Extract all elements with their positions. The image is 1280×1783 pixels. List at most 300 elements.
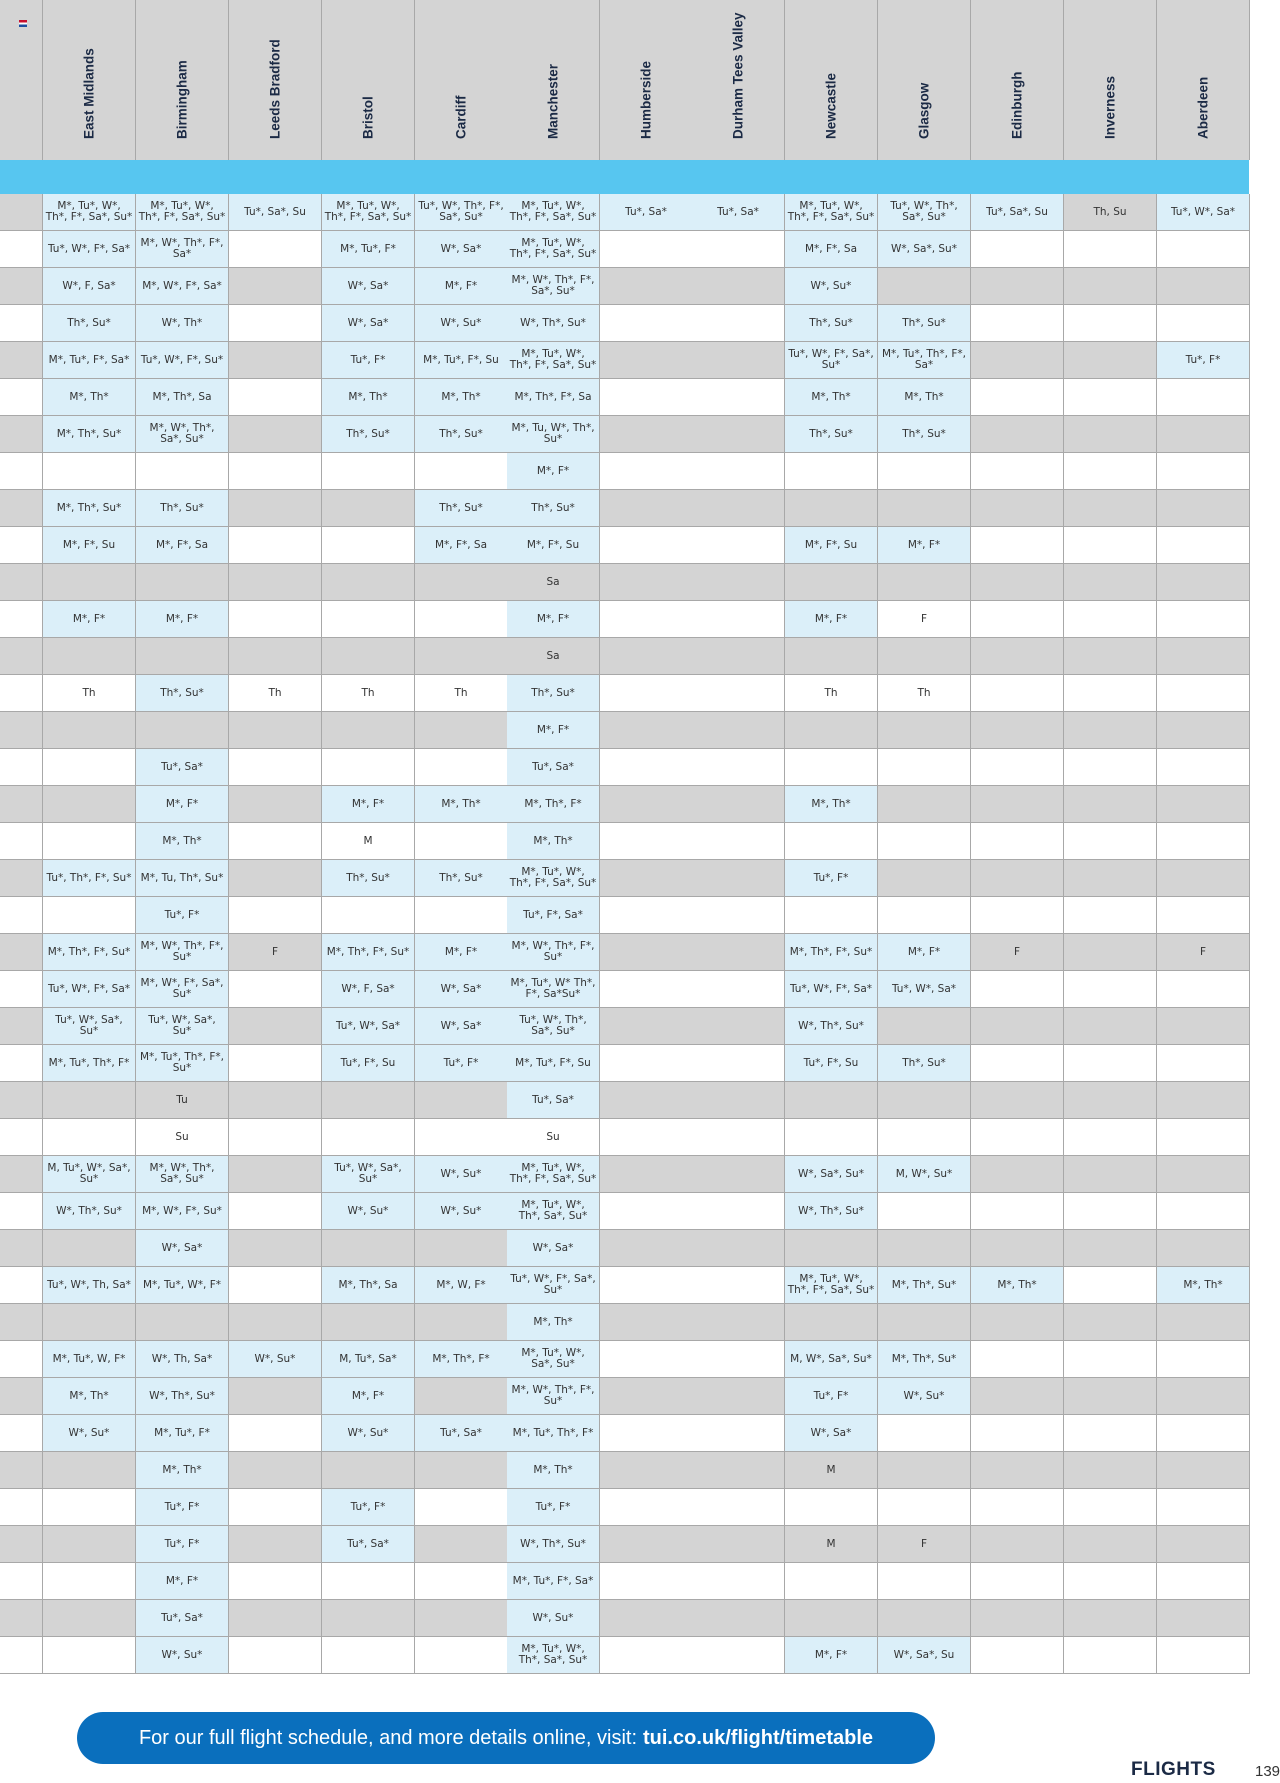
table-row bbox=[0, 342, 1249, 379]
table-cell bbox=[600, 453, 693, 490]
table-cell bbox=[878, 1193, 971, 1230]
table-cell bbox=[600, 786, 693, 823]
table-cell bbox=[692, 638, 785, 675]
table-cell: M*, Tu*, F*, Sa* bbox=[507, 1563, 600, 1600]
column-header bbox=[136, 0, 229, 160]
table-cell: M bbox=[785, 1526, 878, 1563]
table-cell: W*, Su* bbox=[507, 1600, 600, 1637]
table-cell: M*, Tu*, Th*, F* bbox=[507, 1415, 600, 1452]
table-cell: M*, Th*, F* bbox=[415, 1341, 508, 1378]
table-cell bbox=[229, 305, 322, 342]
table-cell: M*, F*, Sa bbox=[136, 527, 229, 564]
table-cell: Su bbox=[507, 1119, 600, 1156]
column-header bbox=[600, 0, 693, 160]
table-cell bbox=[415, 638, 508, 675]
table-cell: Tu*, F* bbox=[322, 1489, 415, 1526]
table-cell bbox=[229, 638, 322, 675]
table-cell bbox=[878, 749, 971, 786]
table-cell bbox=[878, 1489, 971, 1526]
table-cell bbox=[692, 305, 785, 342]
table-cell bbox=[1157, 564, 1250, 601]
table-cell bbox=[43, 1452, 136, 1489]
table-cell bbox=[1157, 1378, 1250, 1415]
table-row bbox=[0, 564, 1249, 601]
row-lead-cell bbox=[0, 786, 43, 823]
table-cell: M*, W, F* bbox=[415, 1267, 508, 1304]
table-cell bbox=[1064, 1082, 1157, 1119]
table-cell bbox=[1064, 527, 1157, 564]
table-cell bbox=[878, 712, 971, 749]
table-cell bbox=[1064, 823, 1157, 860]
table-cell: M*, Th*, Su* bbox=[878, 1267, 971, 1304]
table-cell: W*, Sa*, Su* bbox=[785, 1156, 878, 1193]
table-cell bbox=[692, 453, 785, 490]
table-cell: Tu*, W*, Sa* bbox=[878, 971, 971, 1008]
table-cell: M, W*, Sa*, Su* bbox=[785, 1341, 878, 1378]
table-cell bbox=[1157, 1526, 1250, 1563]
table-cell: F bbox=[229, 934, 322, 971]
column-header-label: Bristol bbox=[360, 96, 376, 139]
table-row bbox=[0, 1563, 1249, 1600]
table-cell: M*, Tu*, F*, Su bbox=[507, 1045, 600, 1082]
table-cell bbox=[1064, 1415, 1157, 1452]
table-row bbox=[0, 1600, 1249, 1637]
table-cell bbox=[1064, 1452, 1157, 1489]
table-cell bbox=[43, 1304, 136, 1341]
table-cell: Th*, Su* bbox=[43, 305, 136, 342]
table-cell bbox=[600, 1008, 693, 1045]
table-cell: M*, Tu*, Th*, F*, Sa* bbox=[878, 342, 971, 379]
table-cell: W*, Sa* bbox=[785, 1415, 878, 1452]
table-cell bbox=[971, 342, 1064, 379]
table-cell: M*, Tu*, W*, Th*, Sa*, Su* bbox=[507, 1193, 600, 1230]
table-cell bbox=[600, 490, 693, 527]
table-cell: M*, Th*, Su* bbox=[43, 490, 136, 527]
table-cell bbox=[229, 786, 322, 823]
table-cell: M*, Th* bbox=[43, 1378, 136, 1415]
table-cell bbox=[971, 601, 1064, 638]
table-cell: M*, F*, Su bbox=[43, 527, 136, 564]
table-row bbox=[0, 749, 1249, 786]
table-cell: Th*, Su* bbox=[322, 860, 415, 897]
table-cell bbox=[43, 786, 136, 823]
table-cell bbox=[971, 749, 1064, 786]
table-cell bbox=[229, 823, 322, 860]
table-cell bbox=[1064, 416, 1157, 453]
table-cell: M*, Th*, F*, Su* bbox=[43, 934, 136, 971]
table-cell: M*, Tu, W*, Th*, Su* bbox=[507, 416, 600, 453]
table-cell: M*, F* bbox=[322, 1378, 415, 1415]
table-cell: Tu*, W*, Sa* bbox=[322, 1008, 415, 1045]
column-header bbox=[878, 0, 971, 160]
table-cell bbox=[1157, 1489, 1250, 1526]
table-cell: M*, Tu*, W*, F* bbox=[136, 1267, 229, 1304]
table-cell bbox=[600, 1045, 693, 1082]
table-cell bbox=[229, 1452, 322, 1489]
table-cell bbox=[1064, 971, 1157, 1008]
table-cell bbox=[1157, 1230, 1250, 1267]
table-cell: M*, Tu, Th*, Su* bbox=[136, 860, 229, 897]
table-cell: M*, F* bbox=[507, 712, 600, 749]
timetable-link-banner[interactable] bbox=[77, 1712, 935, 1764]
table-cell bbox=[1064, 1119, 1157, 1156]
table-cell: Th*, Su* bbox=[878, 305, 971, 342]
banner-text: For our full flight schedule, and more details online, visit: bbox=[138, 1726, 637, 1749]
table-cell: M*, W*, Th*, Sa*, Su* bbox=[136, 416, 229, 453]
table-cell: Tu*, F* bbox=[322, 342, 415, 379]
table-cell: W*, F, Sa* bbox=[43, 268, 136, 305]
table-cell bbox=[878, 268, 971, 305]
table-cell bbox=[600, 1082, 693, 1119]
table-cell bbox=[785, 897, 878, 934]
table-cell bbox=[971, 1563, 1064, 1600]
table-cell bbox=[878, 453, 971, 490]
table-cell bbox=[229, 1489, 322, 1526]
table-cell bbox=[692, 1415, 785, 1452]
table-cell: Tu*, W*, Th*, Sa*, Su* bbox=[878, 194, 971, 231]
table-cell bbox=[600, 712, 693, 749]
table-cell bbox=[785, 1489, 878, 1526]
table-row bbox=[0, 194, 1249, 231]
timetable-link[interactable]: tui.co.uk/flight/timetable bbox=[643, 1726, 874, 1749]
table-cell bbox=[43, 1637, 136, 1674]
table-row bbox=[0, 934, 1249, 971]
table-cell bbox=[878, 897, 971, 934]
table-cell bbox=[600, 823, 693, 860]
table-cell: Th bbox=[415, 675, 508, 712]
table-cell bbox=[1157, 1193, 1250, 1230]
table-cell bbox=[971, 564, 1064, 601]
table-cell bbox=[229, 1156, 322, 1193]
table-cell: Sa bbox=[507, 564, 600, 601]
table-cell bbox=[1157, 1008, 1250, 1045]
table-cell: M*, W*, Th*, F*, Su* bbox=[507, 934, 600, 971]
table-row bbox=[0, 1304, 1249, 1341]
table-cell: W*, Sa* bbox=[136, 1230, 229, 1267]
table-cell bbox=[322, 1637, 415, 1674]
table-cell bbox=[971, 712, 1064, 749]
table-cell: W*, Th, Sa* bbox=[136, 1341, 229, 1378]
table-cell bbox=[692, 1008, 785, 1045]
table-cell bbox=[415, 564, 508, 601]
table-cell: W*, Th*, Su* bbox=[507, 1526, 600, 1563]
table-cell bbox=[692, 1304, 785, 1341]
table-cell bbox=[1157, 379, 1250, 416]
table-cell bbox=[415, 453, 508, 490]
table-cell: Th bbox=[43, 675, 136, 712]
table-cell: M*, F* bbox=[785, 1637, 878, 1674]
table-cell bbox=[229, 971, 322, 1008]
header-corner-cell bbox=[0, 0, 43, 160]
table-cell bbox=[600, 1156, 693, 1193]
table-cell bbox=[971, 453, 1064, 490]
row-lead-cell bbox=[0, 934, 43, 971]
table-cell: M*, Tu*, F* bbox=[322, 231, 415, 268]
table-cell bbox=[692, 1119, 785, 1156]
table-cell bbox=[415, 601, 508, 638]
table-cell: W*, Th*, Su* bbox=[507, 305, 600, 342]
table-cell bbox=[600, 1230, 693, 1267]
table-cell: M*, F* bbox=[878, 527, 971, 564]
table-cell bbox=[600, 342, 693, 379]
table-row bbox=[0, 971, 1249, 1008]
column-header-label: Durham Tees Valley bbox=[730, 12, 746, 139]
table-cell bbox=[785, 1563, 878, 1600]
table-cell: M*, Th* bbox=[1157, 1267, 1250, 1304]
table-cell: M*, Th* bbox=[43, 379, 136, 416]
table-cell bbox=[600, 1119, 693, 1156]
table-cell bbox=[229, 490, 322, 527]
table-cell: W*, Su* bbox=[322, 1415, 415, 1452]
table-cell: Th*, Su* bbox=[322, 416, 415, 453]
table-cell bbox=[43, 1600, 136, 1637]
table-cell bbox=[322, 1119, 415, 1156]
table-cell: F bbox=[878, 1526, 971, 1563]
table-cell bbox=[600, 1193, 693, 1230]
table-cell: M*, Th* bbox=[971, 1267, 1064, 1304]
table-cell bbox=[1064, 1563, 1157, 1600]
table-cell: Th bbox=[322, 675, 415, 712]
table-cell bbox=[322, 1304, 415, 1341]
table-cell bbox=[785, 712, 878, 749]
table-cell bbox=[600, 305, 693, 342]
table-cell: W*, Sa*, Su* bbox=[878, 231, 971, 268]
table-row bbox=[0, 1489, 1249, 1526]
table-row bbox=[0, 416, 1249, 453]
column-header-label: Inverness bbox=[1102, 75, 1118, 139]
table-cell: W*, Sa* bbox=[322, 305, 415, 342]
column-header bbox=[507, 0, 600, 160]
table-row bbox=[0, 601, 1249, 638]
table-cell bbox=[600, 1304, 693, 1341]
table-cell: Tu*, F* bbox=[1157, 342, 1250, 379]
table-cell: M*, W*, Th*, F*, Sa*, Su* bbox=[507, 268, 600, 305]
column-header-label: Cardiff bbox=[453, 95, 469, 139]
table-cell bbox=[785, 564, 878, 601]
table-cell: M*, Tu*, W*, Th*, F*, Sa*, Su* bbox=[507, 1156, 600, 1193]
table-cell: Tu*, W*, Th, Sa* bbox=[43, 1267, 136, 1304]
table-cell bbox=[1157, 416, 1250, 453]
column-header-label: Edinburgh bbox=[1009, 71, 1025, 139]
table-cell: W*, Th* bbox=[136, 305, 229, 342]
table-cell bbox=[971, 1489, 1064, 1526]
row-lead-cell bbox=[0, 1600, 43, 1637]
table-cell: M*, Tu*, W*, Th*, Sa*, Su* bbox=[507, 1637, 600, 1674]
table-cell: Tu*, Sa* bbox=[136, 1600, 229, 1637]
table-cell bbox=[692, 1489, 785, 1526]
table-cell: Th, Su bbox=[1064, 194, 1157, 231]
table-cell: M*, Tu*, Th*, F* bbox=[43, 1045, 136, 1082]
table-cell bbox=[322, 1082, 415, 1119]
table-cell bbox=[971, 1600, 1064, 1637]
table-cell: Th*, Su* bbox=[507, 490, 600, 527]
table-cell: M*, F*, Su bbox=[785, 527, 878, 564]
table-row bbox=[0, 527, 1249, 564]
table-cell: Tu*, Sa* bbox=[322, 1526, 415, 1563]
table-cell bbox=[229, 1378, 322, 1415]
table-cell bbox=[415, 1563, 508, 1600]
table-cell bbox=[415, 1526, 508, 1563]
table-cell bbox=[878, 823, 971, 860]
row-lead-cell bbox=[0, 712, 43, 749]
table-cell bbox=[878, 490, 971, 527]
header-blue-band bbox=[0, 160, 1249, 194]
table-cell bbox=[229, 1230, 322, 1267]
table-cell bbox=[1157, 1119, 1250, 1156]
table-cell: F bbox=[1157, 934, 1250, 971]
table-cell bbox=[785, 1119, 878, 1156]
table-cell bbox=[322, 1563, 415, 1600]
table-cell bbox=[1157, 1600, 1250, 1637]
table-cell: W*, Su* bbox=[229, 1341, 322, 1378]
table-cell bbox=[971, 1082, 1064, 1119]
table-cell: M*, F* bbox=[136, 1563, 229, 1600]
table-cell bbox=[229, 1082, 322, 1119]
table-cell: W*, Su* bbox=[136, 1637, 229, 1674]
table-cell bbox=[1064, 1378, 1157, 1415]
table-cell: Tu*, Sa* bbox=[507, 749, 600, 786]
table-cell: M*, Th* bbox=[415, 786, 508, 823]
table-cell bbox=[1064, 1230, 1157, 1267]
table-cell bbox=[1064, 379, 1157, 416]
table-cell: Tu*, Sa*, Su bbox=[971, 194, 1064, 231]
table-row bbox=[0, 268, 1249, 305]
row-lead-cell bbox=[0, 1082, 43, 1119]
table-cell: W*, Th*, Su* bbox=[785, 1193, 878, 1230]
column-header bbox=[785, 0, 878, 160]
table-row bbox=[0, 1008, 1249, 1045]
table-cell bbox=[692, 231, 785, 268]
column-header bbox=[43, 0, 136, 160]
table-row bbox=[0, 1267, 1249, 1304]
row-lead-cell bbox=[0, 1045, 43, 1082]
column-header-label: Manchester bbox=[545, 63, 561, 139]
table-cell: M, Tu*, W*, Sa*, Su* bbox=[43, 1156, 136, 1193]
table-cell bbox=[785, 490, 878, 527]
table-cell bbox=[1064, 1600, 1157, 1637]
table-cell bbox=[878, 1452, 971, 1489]
table-cell: Th*, Su* bbox=[136, 490, 229, 527]
table-cell bbox=[971, 1230, 1064, 1267]
table-cell: M*, F* bbox=[322, 786, 415, 823]
table-cell: M*, F*, Su bbox=[507, 527, 600, 564]
table-cell: M*, F* bbox=[136, 601, 229, 638]
table-cell: Tu*, W*, Th*, Sa*, Su* bbox=[507, 1008, 600, 1045]
table-cell: M*, Th* bbox=[415, 379, 508, 416]
table-cell bbox=[322, 564, 415, 601]
table-cell bbox=[600, 527, 693, 564]
row-lead-cell bbox=[0, 749, 43, 786]
table-cell: W*, Su* bbox=[322, 1193, 415, 1230]
table-cell: M*, W*, Th*, F*, Su* bbox=[136, 934, 229, 971]
row-lead-cell bbox=[0, 305, 43, 342]
row-lead-cell bbox=[0, 1008, 43, 1045]
table-cell bbox=[878, 1230, 971, 1267]
row-lead-cell bbox=[0, 897, 43, 934]
table-cell bbox=[43, 897, 136, 934]
table-cell: M*, Tu*, Th*, F*, Su* bbox=[136, 1045, 229, 1082]
table-cell bbox=[43, 453, 136, 490]
table-cell: W*, Su* bbox=[878, 1378, 971, 1415]
table-cell: Tu*, F* bbox=[507, 1489, 600, 1526]
row-lead-cell bbox=[0, 231, 43, 268]
table-cell bbox=[415, 1452, 508, 1489]
table-cell: F bbox=[878, 601, 971, 638]
table-cell bbox=[1064, 601, 1157, 638]
column-header bbox=[692, 0, 785, 160]
row-lead-cell bbox=[0, 1341, 43, 1378]
table-cell bbox=[1064, 1045, 1157, 1082]
table-cell bbox=[1064, 1526, 1157, 1563]
table-cell: M*, Th* bbox=[507, 823, 600, 860]
table-cell: Tu*, F* bbox=[136, 1526, 229, 1563]
table-cell bbox=[971, 1637, 1064, 1674]
row-lead-cell bbox=[0, 971, 43, 1008]
column-header-label: East Midlands bbox=[81, 48, 97, 139]
table-cell bbox=[692, 1193, 785, 1230]
table-cell bbox=[692, 712, 785, 749]
table-cell: M*, Tu*, W*, Th*, F*, Sa*, Su* bbox=[43, 194, 136, 231]
table-cell: W*, Sa* bbox=[322, 268, 415, 305]
table-cell: M bbox=[785, 1452, 878, 1489]
table-cell: Su bbox=[136, 1119, 229, 1156]
table-cell bbox=[971, 268, 1064, 305]
table-cell bbox=[136, 712, 229, 749]
table-cell: M*, W*, F*, Sa* bbox=[136, 268, 229, 305]
table-cell: M*, F*, Sa bbox=[415, 527, 508, 564]
table-cell bbox=[600, 1489, 693, 1526]
row-lead-cell bbox=[0, 1526, 43, 1563]
row-lead-cell bbox=[0, 1378, 43, 1415]
table-cell bbox=[785, 1600, 878, 1637]
table-row bbox=[0, 1452, 1249, 1489]
table-cell bbox=[43, 1082, 136, 1119]
table-cell: M*, F* bbox=[136, 786, 229, 823]
table-cell bbox=[1157, 305, 1250, 342]
table-cell: M*, Th*, F*, Su* bbox=[785, 934, 878, 971]
table-cell bbox=[692, 342, 785, 379]
column-header bbox=[322, 0, 415, 160]
table-cell bbox=[1064, 1304, 1157, 1341]
column-header-label: Aberdeen bbox=[1195, 76, 1211, 139]
table-row bbox=[0, 379, 1249, 416]
table-cell bbox=[1157, 268, 1250, 305]
table-cell bbox=[1157, 1452, 1250, 1489]
table-cell bbox=[692, 823, 785, 860]
table-cell: M*, Th* bbox=[785, 379, 878, 416]
table-cell bbox=[1064, 1267, 1157, 1304]
table-row bbox=[0, 1119, 1249, 1156]
table-cell bbox=[692, 1600, 785, 1637]
table-cell bbox=[692, 897, 785, 934]
table-cell bbox=[415, 1637, 508, 1674]
table-cell bbox=[229, 416, 322, 453]
table-cell: Tu*, Sa* bbox=[415, 1415, 508, 1452]
table-cell bbox=[1064, 712, 1157, 749]
table-cell: M*, F* bbox=[507, 601, 600, 638]
table-cell bbox=[878, 1304, 971, 1341]
table-cell bbox=[1157, 1637, 1250, 1674]
table-cell bbox=[229, 1045, 322, 1082]
table-cell bbox=[415, 1082, 508, 1119]
table-cell: M*, F* bbox=[43, 601, 136, 638]
table-cell: M*, F* bbox=[415, 934, 508, 971]
table-cell bbox=[136, 564, 229, 601]
table-cell bbox=[971, 416, 1064, 453]
table-cell: Tu*, F*, Su bbox=[322, 1045, 415, 1082]
table-cell bbox=[1157, 971, 1250, 1008]
table-cell: M*, Th*, Sa bbox=[136, 379, 229, 416]
